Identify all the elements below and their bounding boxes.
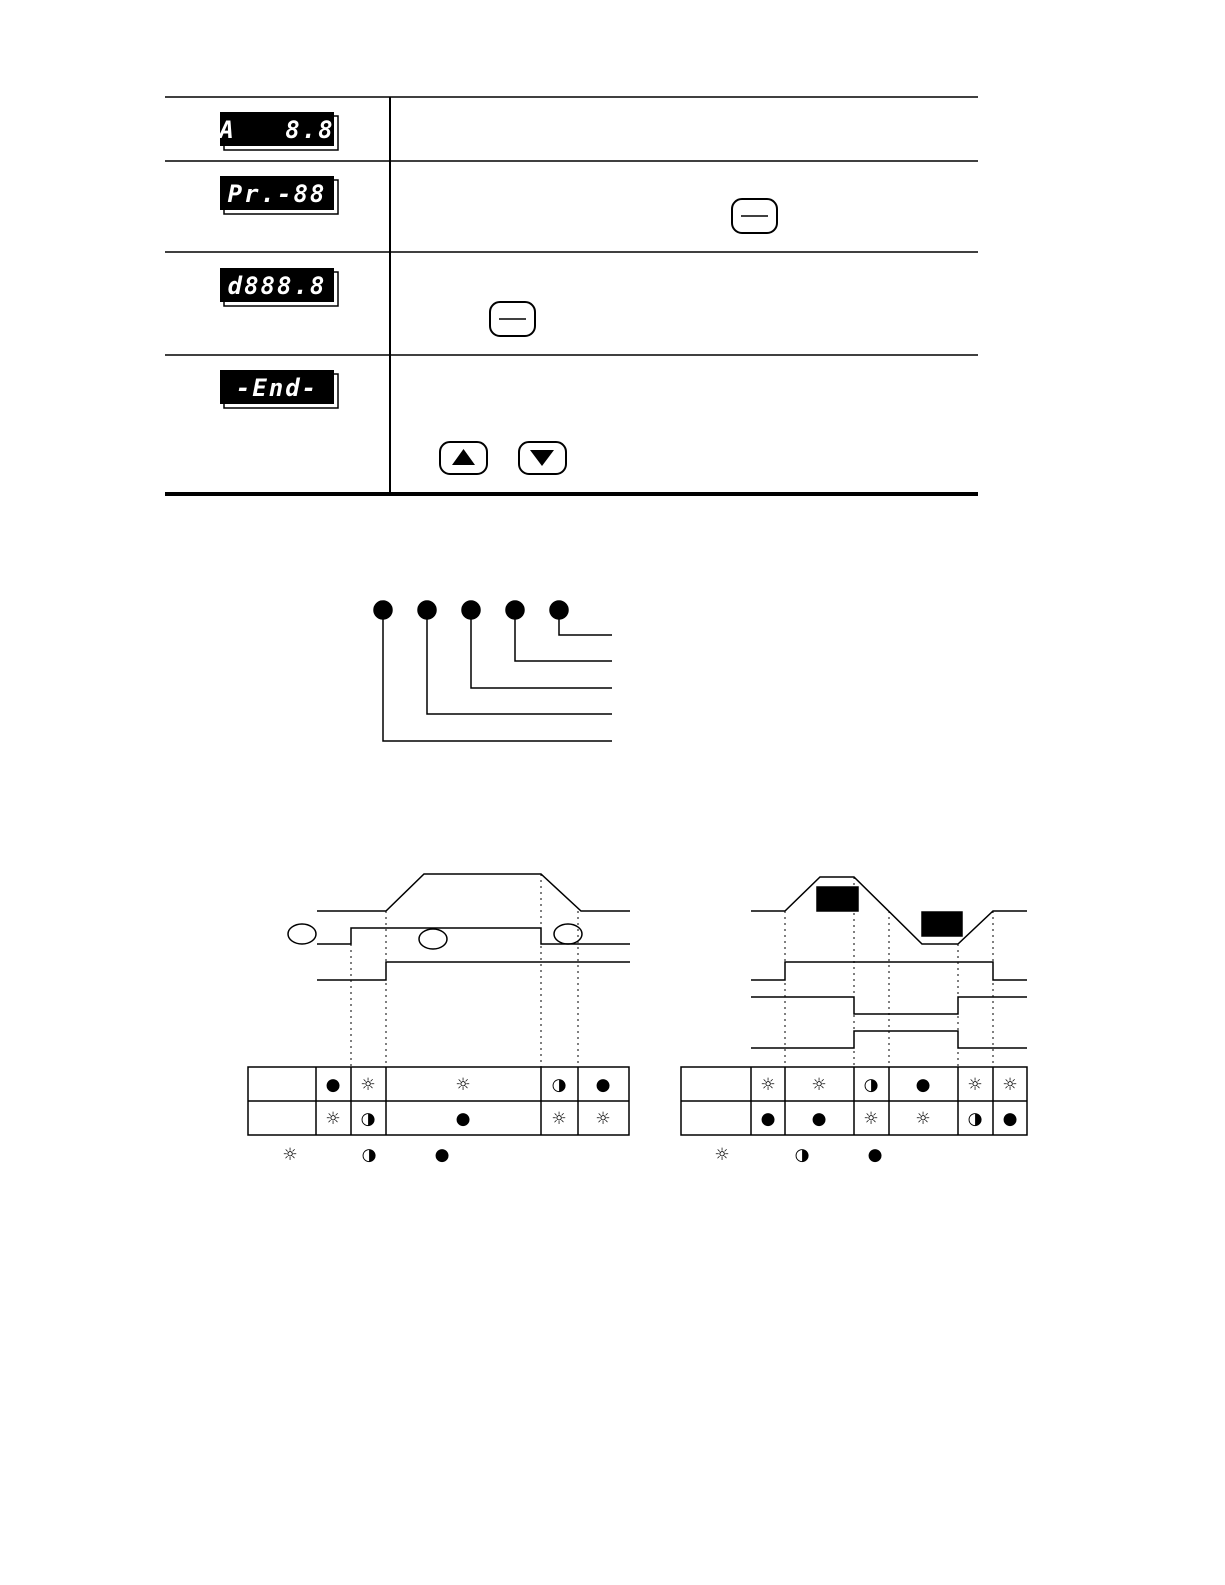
legend-right — [714, 1145, 882, 1165]
indicator-right-r1-c3: ◑ — [863, 1075, 879, 1095]
led-display-data — [220, 268, 338, 306]
indicator-right-r1-c4: ● — [915, 1075, 931, 1095]
signal-waveform-left-2 — [317, 962, 630, 980]
signal-waveform-right-3 — [751, 1031, 1027, 1048]
indicator-left-r2-c2: ◑ — [360, 1109, 376, 1129]
up-key[interactable] — [440, 442, 487, 474]
led-display-end — [220, 370, 338, 408]
indicator-right-r1-c2: ☼ — [811, 1075, 827, 1095]
indicator-right-r2-c6: ● — [1002, 1109, 1018, 1129]
digit-breakdown-diagram — [374, 601, 612, 741]
indicator-right-r2-c5: ◑ — [967, 1109, 983, 1129]
led-display-param-text: Pr.-88 — [227, 180, 327, 208]
display-block-1 — [817, 887, 858, 911]
indicator-left-r1-c5: ● — [595, 1075, 611, 1095]
legend-right-lit-icon: ☼ — [714, 1145, 730, 1165]
legend-left — [282, 1145, 449, 1165]
indicator-table-left — [248, 1067, 629, 1135]
indicator-right-r2-c2: ● — [811, 1109, 827, 1129]
legend-left-lit-icon: ☼ — [282, 1145, 298, 1165]
indicator-left-r2-c1: ☼ — [325, 1109, 341, 1129]
indicator-left-r2-c3: ● — [455, 1109, 471, 1129]
indicator-left-r1-c2: ☼ — [360, 1075, 376, 1095]
legend-right-off-icon: ● — [867, 1145, 883, 1165]
display-block-2 — [922, 912, 962, 936]
indicator-left-r1-c4: ◑ — [551, 1075, 567, 1095]
speed-waveform-left — [317, 874, 630, 911]
indicator-right-r1-c1: ☼ — [760, 1075, 776, 1095]
legend-left-blink-icon: ◑ — [361, 1145, 377, 1165]
indicator-right-r2-c1: ● — [760, 1109, 776, 1129]
signal-waveform-left-1 — [317, 928, 630, 944]
marker-ellipse-2 — [419, 929, 447, 949]
signal-waveform-right-2 — [751, 997, 1027, 1014]
led-display-a-text: A 8.8 — [219, 116, 335, 144]
down-key[interactable] — [519, 442, 566, 474]
legend-left-off-icon: ● — [434, 1145, 450, 1165]
speed-waveform-right — [751, 877, 1027, 944]
indicator-right-r1-c6: ☼ — [1002, 1075, 1018, 1095]
legend-right-blink-icon: ◑ — [794, 1145, 810, 1165]
indicator-right-r2-c4: ☼ — [915, 1109, 931, 1129]
indicator-left-r2-c5: ☼ — [595, 1109, 611, 1129]
led-display-end-text: -End- — [235, 374, 319, 402]
led-display-param — [220, 176, 338, 214]
led-display-data-text: d888.8 — [227, 272, 327, 300]
indicator-left-r1-c1: ● — [325, 1075, 341, 1095]
digit-leader-1 — [383, 610, 612, 741]
indicator-left-r1-c3: ☼ — [455, 1075, 471, 1095]
timing-diagram-left — [288, 874, 630, 1067]
digit-leader-2 — [427, 610, 612, 714]
indicator-table-right — [681, 1067, 1027, 1135]
function-key-1[interactable] — [732, 199, 777, 233]
timing-diagram-right — [751, 877, 1027, 1067]
marker-ellipse-1 — [288, 924, 316, 944]
indicator-right-r1-c5: ☼ — [967, 1075, 983, 1095]
led-display-a — [217, 112, 338, 150]
function-key-2[interactable] — [490, 302, 535, 336]
digit-leader-3 — [471, 610, 612, 688]
indicator-right-r2-c3: ☼ — [863, 1109, 879, 1129]
indicator-left-r2-c4: ☼ — [551, 1109, 567, 1129]
